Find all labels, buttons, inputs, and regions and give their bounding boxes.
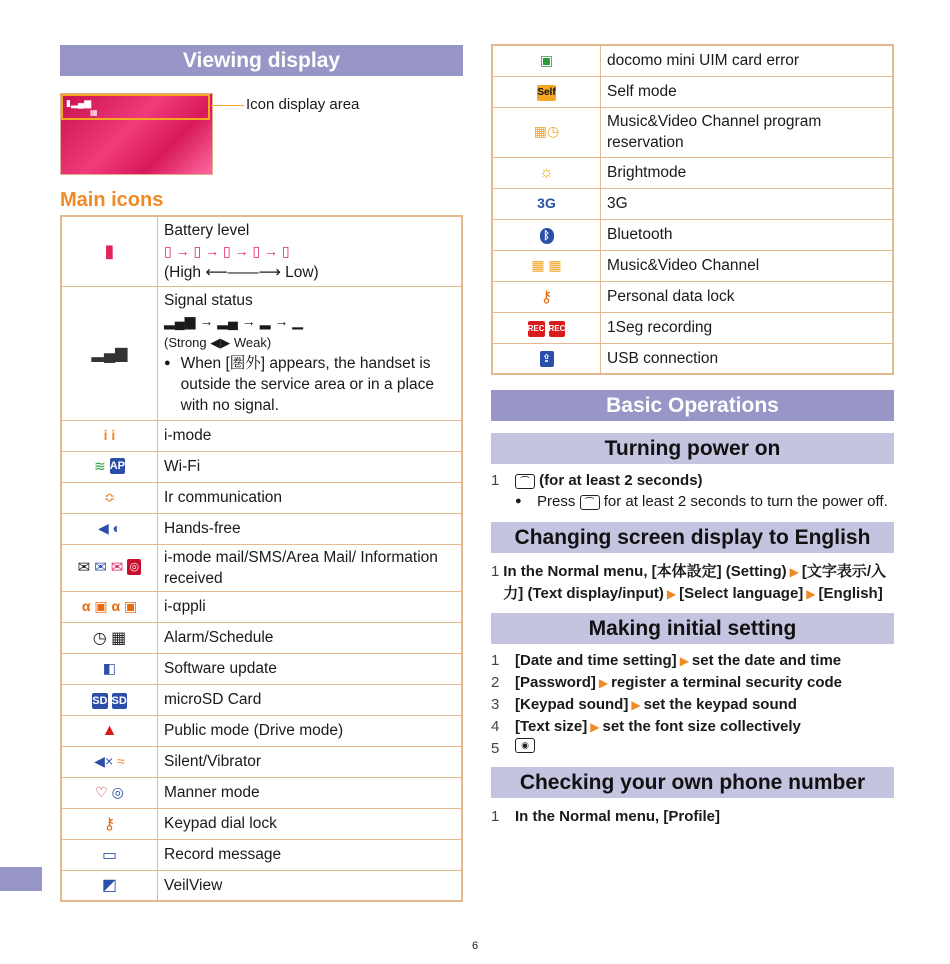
iappli-icon: α ▣ α ▣ xyxy=(81,597,138,614)
display-area-figure xyxy=(60,93,463,173)
mini-signal-icon: ▮▂▄▆ xyxy=(66,98,92,108)
drive-mode-icon: ▲ xyxy=(101,721,118,739)
row-label: Keypad dial lock xyxy=(158,808,463,839)
ir-icon: ≎ xyxy=(103,488,116,505)
checking-phone-number-title: Checking your own phone number xyxy=(491,767,894,798)
power-note: ● Press ⌒ for at least 2 seconds to turn the power off. xyxy=(515,493,888,510)
side-tab-marker xyxy=(0,867,42,891)
row-label: Music&Video Channel xyxy=(601,250,894,281)
row-label: i-mode xyxy=(158,420,463,451)
row-label: Bluetooth xyxy=(601,219,894,250)
uim-error-icon: ▣ xyxy=(539,51,554,68)
row-label: Hands-free xyxy=(158,513,463,544)
self-mode-icon: Self xyxy=(537,85,555,101)
changing-display-english-title: Changing screen display to English xyxy=(491,522,894,553)
viewing-display-title: Viewing display xyxy=(60,45,463,76)
row-label: VeilView xyxy=(158,870,463,901)
table-row xyxy=(61,513,462,544)
battery-label: Battery level xyxy=(164,221,250,239)
row-label: Music&Video Channel program reservation xyxy=(601,107,894,157)
table-row xyxy=(492,281,893,312)
table-row xyxy=(492,76,893,107)
table-row xyxy=(61,777,462,808)
music-channel-icon: ▦ ▦ xyxy=(531,256,562,273)
brightmode-icon: ☼ xyxy=(539,163,554,181)
right-column xyxy=(491,44,894,827)
table-row xyxy=(61,684,462,715)
row-label: Manner mode xyxy=(158,777,463,808)
row-label: 3G xyxy=(601,188,894,219)
phone-section xyxy=(491,806,894,827)
table-row xyxy=(61,451,462,482)
table-row xyxy=(61,746,462,777)
status-icons-table xyxy=(491,44,894,375)
table-row xyxy=(61,544,462,591)
table-row xyxy=(492,157,893,188)
record-message-icon: ▭ xyxy=(101,846,118,864)
table-row xyxy=(61,420,462,451)
battery-levels: ▯ → ▯ → ▯ → ▯ → ▯ xyxy=(164,242,290,259)
initial-step: 5 ◉ xyxy=(491,738,894,759)
music-reservation-icon: ▦◷ xyxy=(533,123,560,139)
initial-step: 1 [Date and time setting] ▶ set the date and time xyxy=(491,652,842,669)
row-label: Brightmode xyxy=(601,157,894,188)
power-section xyxy=(491,470,894,512)
main-icons-table xyxy=(60,215,463,902)
row-label: Public mode (Drive mode) xyxy=(158,715,463,746)
table-row xyxy=(492,45,893,76)
row-label: Software update xyxy=(158,653,463,684)
initial-section xyxy=(491,650,894,759)
table-row xyxy=(61,653,462,684)
table-row xyxy=(61,482,462,513)
bluetooth-icon: ᛒ xyxy=(540,228,554,244)
english-step: 1 In the Normal menu, [本体設定] (Setting) ▶ [文字表示/入力] (Text display/input) ▶ [Select language] ▶ [English] xyxy=(491,563,887,602)
table-row xyxy=(61,286,462,420)
turning-power-on-title: Turning power on xyxy=(491,433,894,464)
table-row xyxy=(492,107,893,157)
row-label: Wi-Fi xyxy=(158,451,463,482)
table-row xyxy=(61,591,462,622)
camera-key-icon: ◉ xyxy=(515,738,535,753)
table-row xyxy=(61,622,462,653)
table-row xyxy=(492,219,893,250)
table-row xyxy=(61,870,462,901)
row-label: Ir communication xyxy=(158,482,463,513)
1seg-recording-icon: REC REC xyxy=(528,321,566,337)
software-update-icon: ◧ xyxy=(102,659,117,676)
table-row xyxy=(61,808,462,839)
signal-levels: ▂▄▆ → ▂▄ → ▂ → ▁ xyxy=(164,313,304,329)
table-row xyxy=(492,250,893,281)
usb-icon: ⇪ xyxy=(540,351,554,367)
table-row xyxy=(492,188,893,219)
manner-icon: ♡ ◎ xyxy=(95,783,124,800)
initial-step: 4 [Text size] ▶ set the font size collectively xyxy=(491,718,801,735)
handsfree-icon: ◀ ◐ xyxy=(97,519,122,536)
power-key-icon: ⌒ xyxy=(580,495,600,510)
signal-label: Signal status xyxy=(164,292,253,309)
phone-step: 1 In the Normal menu, [Profile] xyxy=(491,808,721,825)
personal-lock-icon: ⚷ xyxy=(540,288,553,306)
mini-status-icon: ▦ xyxy=(90,108,98,117)
callout-line xyxy=(211,105,244,106)
row-label: Record message xyxy=(158,839,463,870)
table-row xyxy=(61,715,462,746)
signal-range: (Strong ◀▶ Weak) xyxy=(164,335,272,350)
wifi-icon: ≋ AP xyxy=(93,457,125,474)
silent-icon: ◀× ≈ xyxy=(94,752,125,769)
english-section xyxy=(491,561,894,605)
initial-step: 2 [Password] ▶ register a terminal security code xyxy=(491,674,843,691)
keypad-lock-icon: ⚷ xyxy=(103,815,116,833)
icon-display-area-highlight xyxy=(61,94,210,120)
alarm-icon: ◷ ▦ xyxy=(92,629,127,647)
row-label: 1Seg recording xyxy=(601,312,894,343)
left-column xyxy=(60,45,463,902)
row-label: i-mode mail/SMS/Area Mail/ Information received xyxy=(158,544,463,591)
power-step: 1 ⌒ (for at least 2 seconds) xyxy=(491,472,703,489)
row-label: USB connection xyxy=(601,343,894,374)
row-label: Self mode xyxy=(601,76,894,107)
veilview-icon: ◩ xyxy=(101,877,118,895)
icon-display-area-label: Icon display area xyxy=(246,96,360,113)
signal-note: ● When [圏外] appears, the handset is outside the service area or in a place with no signal. xyxy=(164,355,434,414)
battery-range: (High ⟵——⟶ Low) xyxy=(164,263,319,281)
battery-icon: ▮ xyxy=(104,240,115,261)
table-row xyxy=(492,343,893,374)
row-label: Alarm/Schedule xyxy=(158,622,463,653)
imode-icon: i i xyxy=(103,426,116,443)
row-label: docomo mini UIM card error xyxy=(601,45,894,76)
phone-screen-image xyxy=(60,93,213,175)
mail-icon: ✉ ✉ ✉ ◎ xyxy=(78,558,142,576)
microsd-icon: SD SD xyxy=(92,694,127,707)
power-key-icon: ⌒ xyxy=(515,474,535,489)
row-label: i-αppli xyxy=(158,591,463,622)
row-label: Silent/Vibrator xyxy=(158,746,463,777)
row-label: microSD Card xyxy=(158,684,463,715)
signal-icon: ▂▄▆ xyxy=(91,345,128,362)
table-row xyxy=(61,216,462,286)
table-row xyxy=(492,312,893,343)
page-number: 6 xyxy=(471,940,479,952)
row-label: Personal data lock xyxy=(601,281,894,312)
main-icons-title: Main icons xyxy=(60,189,164,211)
initial-step: 3 [Keypad sound] ▶ set the keypad sound xyxy=(491,696,797,713)
table-row xyxy=(61,839,462,870)
making-initial-setting-title: Making initial setting xyxy=(491,613,894,644)
3g-icon: 3G xyxy=(537,194,556,211)
basic-operations-title: Basic Operations xyxy=(491,390,894,421)
